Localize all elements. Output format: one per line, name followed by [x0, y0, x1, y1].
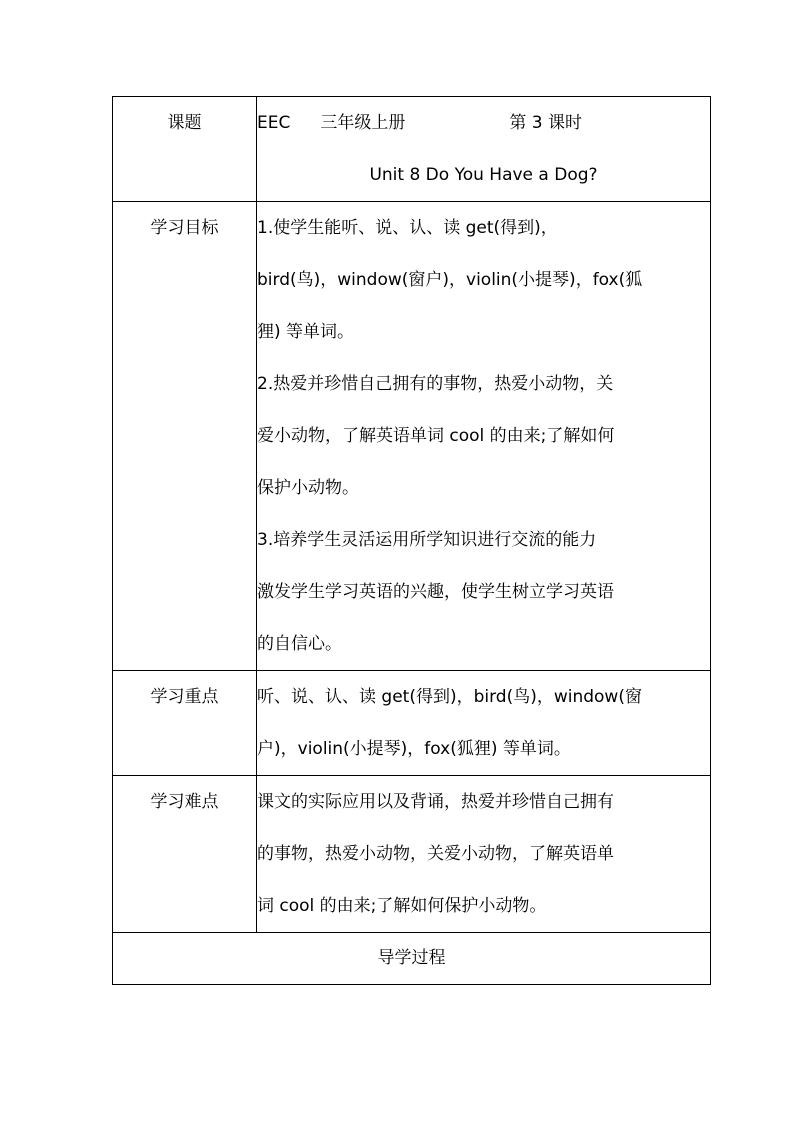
goals-line: 激发学生学习英语的兴趣，使学生树立学习英语 [257, 582, 614, 602]
goals-line: 2.热爱并珍惜自己拥有的事物，热爱小动物，关 [257, 374, 614, 394]
difficulty-line: 课文的实际应用以及背诵，热爱并珍惜自己拥有 [257, 792, 614, 812]
title-row [113, 97, 711, 202]
goals-line: 爱小动物，了解英语单词 cool 的由来;了解如何 [257, 426, 615, 446]
lesson-number-text: 第 3 课时 [509, 113, 582, 133]
key-points-line: 户)，violin(小提琴)，fox(狐狸) 等单词。 [257, 739, 571, 759]
title-label-cell [113, 97, 257, 202]
footer-row [113, 933, 711, 985]
difficulty-row [113, 776, 711, 933]
goals-content-cell [257, 202, 711, 671]
difficulty-line: 的事物，热爱小动物，关爱小动物，了解英语单 [257, 844, 614, 864]
key-points-content-cell [257, 671, 711, 776]
goals-line: 3.培养学生灵活运用所学知识进行交流的能力 [257, 530, 597, 550]
goals-line: bird(鸟)，window(窗户)，violin(小提琴)，fox(狐 [257, 270, 643, 290]
goals-line: 的自信心。 [257, 634, 342, 654]
key-points-label-cell [113, 671, 257, 776]
guided-learning-heading: 导学过程 [113, 933, 711, 985]
difficulty-content-cell [257, 776, 711, 933]
unit-title: Unit 8 Do You Have a Dog? [369, 165, 598, 185]
goals-line: 保护小动物。 [257, 478, 359, 498]
title-label: 课题 [167, 113, 202, 133]
grade-text: 三年级上册 [320, 113, 406, 133]
goals-row [113, 202, 711, 671]
key-points-line: 听、说、认、读 get(得到)，bird(鸟)，window(窗 [257, 687, 642, 707]
difficulty-label-cell [113, 776, 257, 933]
publisher-text: EEC [257, 113, 291, 133]
lesson-plan-table [112, 96, 711, 985]
key-points-row [113, 671, 711, 776]
goals-label: 学习目标 [150, 218, 219, 238]
difficulty-label: 学习难点 [150, 792, 219, 812]
goals-line: 1.使学生能听、说、认、读 get(得到)， [257, 218, 558, 238]
title-content-cell [257, 97, 711, 202]
difficulty-line: 词 cool 的由来;了解如何保护小动物。 [257, 896, 547, 916]
goals-line: 狸) 等单词。 [257, 322, 355, 342]
key-points-label: 学习重点 [150, 687, 219, 707]
course-info-line [257, 97, 710, 149]
goals-label-cell [113, 202, 257, 671]
